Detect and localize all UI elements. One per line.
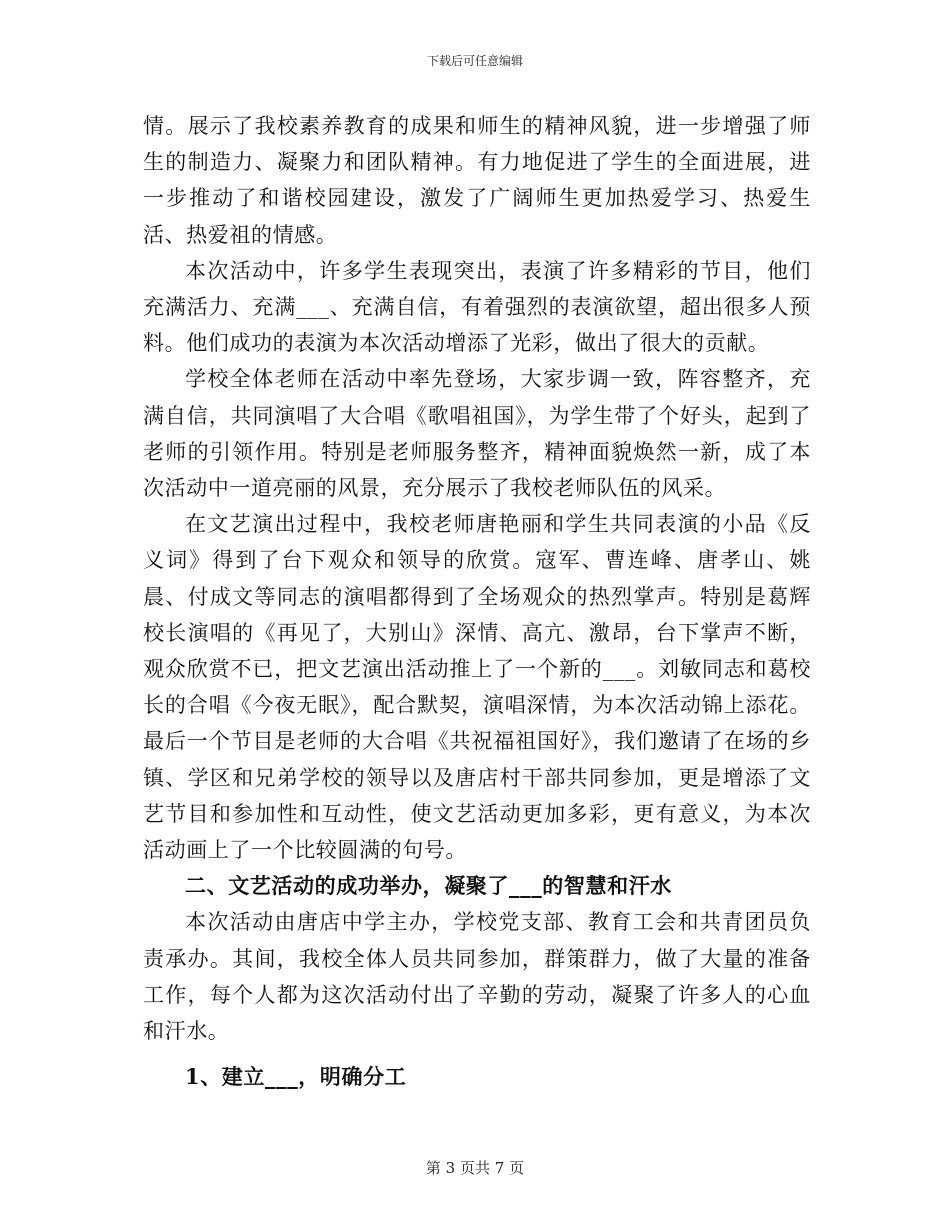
page-header: 下载后可任意编辑 <box>426 54 523 68</box>
paragraph-continuation: 情。展示了我校素养教育的成果和师生的精神风貌，进一步增强了师生的制造力、凝聚力和团队精神。有力地促进了学生的全面进展，进一步推动了和谐校园建设，激发了广阔师生更加热爱学习、热爱生活、热爱祖的情感。 <box>143 114 811 247</box>
paragraph-organization: 本次活动由唐店中学主办，学校党支部、教育工会和共青团员负责承办。其间，我校全体人员共同参加，群策群力，做了大量的准备工作，每个人都为这次活动付出了辛勤的劳动，凝聚了许多人的心血和汗水。 <box>143 910 811 1044</box>
paragraph-performances: 在文艺演出过程中，我校老师唐艳丽和学生共同表演的小品《反义词》得到了台下观众和领导的欣赏。寇军、曹连峰、唐孝山、姚晨、付成文等同志的演唱都得到了全场观众的热烈掌声。特别是葛辉校长演唱的《再见了，大别山》深情、高亢、激昂，台下掌声不断，观众欣赏不已，把文艺演出活动推上了一个新的___。刘敏同志和葛校长的合唱《今夜无眠》，配合默契，演唱深情，为本次活动锦上添花。最后一个节目是老师的大合唱《共祝福祖国好》，我们邀请了在场的乡镇、学区和兄弟学校的领导以及唐店村干部共同参加，更是增添了文艺节目和参加性和互动性，使文艺活动更加多彩，更有意义，为本次活动画上了一个比较圆满的句号。 <box>143 512 811 863</box>
document-body <box>143 108 811 1095</box>
subsection-heading: 1、建立___，明确分工 <box>185 1064 407 1090</box>
paragraph-teachers: 学校全体老师在活动中率先登场，大家步调一致，阵容整齐，充满自信，共同演唱了大合唱《歌唱祖国》，为学生带了个好头，起到了老师的引领作用。特别是老师服务整齐，精神面貌焕然一新，成了本次活动中一道亮丽的风景，充分展示了我校老师队伍的风采。 <box>143 367 811 501</box>
page-footer: 第 3 页共 7 页 <box>425 1159 525 1177</box>
paragraph-students: 本次活动中，许多学生表现突出，表演了许多精彩的节目，他们充满活力、充满___、充满自信，有着强烈的表演欲望，超出很多人预料。他们成功的表演为本次活动增添了光彩，做出了很大的贡献。 <box>143 258 811 356</box>
section-heading: 二、文艺活动的成功举办，凝聚了___的智慧和汗水 <box>185 873 672 899</box>
